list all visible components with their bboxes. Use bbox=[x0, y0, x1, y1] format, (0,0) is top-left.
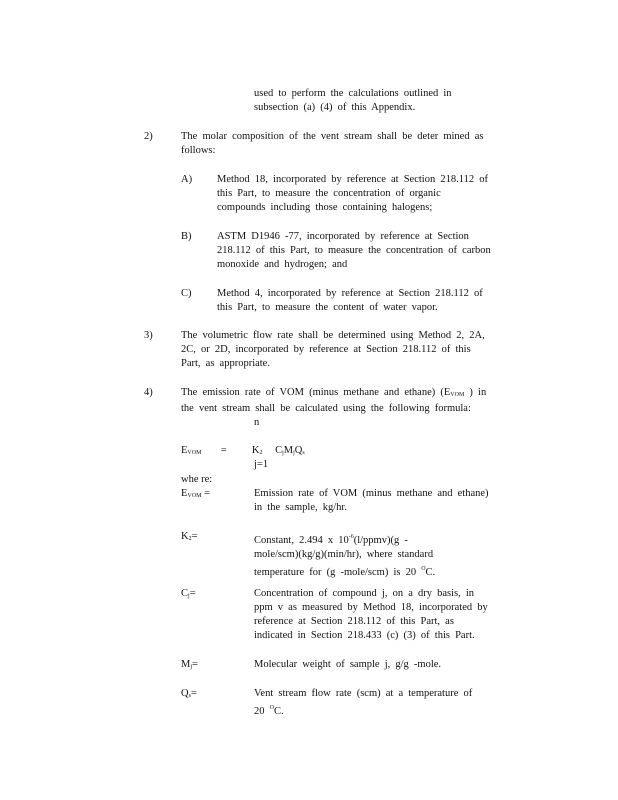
text-line: Concentration of compound j, on a dry basis, in bbox=[254, 588, 475, 599]
text-line: 2C, or 2D, incorporated by reference at Section 218.112 of this bbox=[181, 344, 471, 355]
text-line: The molar composition of the vent stream shall be deter mined as bbox=[181, 131, 484, 142]
item-number-2: 2) bbox=[144, 131, 153, 142]
text-line: Vent stream flow rate (scm) at a temperature of bbox=[254, 688, 473, 699]
definition-equals: = bbox=[190, 688, 197, 699]
definition-symbol-k2 bbox=[181, 530, 198, 546]
subscript: s bbox=[302, 450, 305, 456]
text-line: Molecular weight of sample j, g/g -mole. bbox=[254, 659, 442, 670]
definition-mj-text bbox=[254, 658, 441, 672]
text-fragment: (l/ppmv)(g - bbox=[353, 535, 408, 546]
definition-symbol-evom bbox=[181, 487, 210, 503]
text-fragment: Constant, 2.494 x 10 bbox=[254, 535, 349, 546]
text-fragment: The emission rate of VOM (minus methane and ethane) (E bbox=[181, 387, 451, 398]
subscript: 2 bbox=[188, 536, 192, 542]
subscript: j bbox=[293, 450, 295, 456]
text-line: compounds including those containing halogens; bbox=[217, 202, 433, 213]
text-line bbox=[254, 530, 435, 548]
item-number-4: 4) bbox=[144, 387, 153, 398]
text-line: Method 18, incorporated by reference at Section 218.112 of bbox=[217, 174, 488, 185]
formula-m: M bbox=[283, 445, 294, 456]
text-line: Part, as appropriate. bbox=[181, 358, 270, 369]
subitem-label-a: A) bbox=[181, 174, 193, 185]
text-line: reference at Section 218.112 of this Part, as bbox=[254, 616, 454, 627]
formula-lhs: E bbox=[181, 445, 188, 456]
text-line: ASTM D1946 -77, incorporated by reference at Section bbox=[217, 231, 469, 242]
item-4-text bbox=[181, 386, 486, 416]
symbol-letter: E bbox=[181, 488, 188, 499]
formula-c: C bbox=[275, 445, 283, 456]
definition-symbol-mj bbox=[181, 658, 198, 674]
symbol-letter: Q bbox=[181, 688, 189, 699]
text-line: subsection (a) (4) of this Appendix. bbox=[254, 102, 416, 113]
item-2-text bbox=[181, 130, 483, 158]
definition-symbol-cj bbox=[181, 587, 196, 603]
degree-mark: O bbox=[421, 566, 426, 572]
definition-evom-text bbox=[254, 487, 489, 515]
text-line: this Part, to measure the content of water vapor. bbox=[217, 302, 438, 313]
subitem-a-text bbox=[217, 173, 488, 215]
formula-equals: = bbox=[220, 445, 227, 456]
degree-mark: O bbox=[269, 705, 274, 711]
subitem-label-b: B) bbox=[181, 231, 192, 242]
subscript: VOM bbox=[450, 392, 465, 398]
text-fragment: C. bbox=[273, 706, 284, 717]
intro-paragraph bbox=[254, 87, 452, 115]
text-fragment: ) in bbox=[464, 387, 487, 398]
text-line: monoxide and hydrogen; and bbox=[217, 259, 348, 270]
definition-equals: = bbox=[204, 488, 210, 499]
subscript: j bbox=[282, 450, 284, 456]
symbol-letter: C bbox=[181, 588, 189, 599]
formula-k: K bbox=[251, 445, 260, 456]
subscript: 2 bbox=[259, 450, 263, 456]
text-line: mole/scm)(kg/g)(min/hr), where standard bbox=[254, 549, 434, 560]
definition-equals: = bbox=[191, 531, 198, 542]
definition-cj-text bbox=[254, 587, 488, 643]
subscript: j bbox=[190, 664, 193, 670]
text-line: The volumetric flow rate shall be determined using Method 2, 2A, bbox=[181, 330, 485, 341]
text-line: Emission rate of VOM (minus methane and ethane) bbox=[254, 488, 489, 499]
subscript: j bbox=[188, 593, 190, 599]
definition-k2-text bbox=[254, 530, 435, 580]
text-line: ppm v as measured by Method 18, incorporated by bbox=[254, 602, 488, 613]
text-fragment: temperature for (g -mole/scm) is 20 bbox=[254, 567, 417, 578]
definition-equals: = bbox=[192, 659, 198, 670]
definition-symbol-qs bbox=[181, 687, 197, 703]
text-line: Method 4, incorporated by reference at Section 218.112 of bbox=[217, 288, 483, 299]
text-line: the vent stream shall be calculated using the following formula: bbox=[181, 403, 471, 414]
text-line: follows: bbox=[181, 145, 216, 156]
text-line: 218.112 of this Part, to measure the concentration of carbon bbox=[217, 245, 491, 256]
text-line: used to perform the calculations outlined in bbox=[254, 88, 452, 99]
sum-lower-limit: j=1 bbox=[254, 459, 269, 470]
emission-formula bbox=[181, 444, 305, 460]
subscript: s bbox=[188, 693, 191, 699]
symbol-letter: M bbox=[181, 659, 191, 670]
sum-upper-limit: n bbox=[254, 417, 260, 428]
superscript: -6 bbox=[348, 534, 354, 540]
text-line: this Part, to measure the concentration of organic bbox=[217, 188, 441, 199]
text-line: in the sample, kg/hr. bbox=[254, 502, 347, 513]
item-number-3: 3) bbox=[144, 330, 153, 341]
subscript: VOM bbox=[187, 493, 202, 499]
subscript: VOM bbox=[187, 450, 202, 456]
item-3-text bbox=[181, 329, 485, 371]
text-line bbox=[181, 386, 486, 402]
where-label: whe re: bbox=[181, 474, 213, 485]
text-line bbox=[254, 701, 472, 719]
definition-qs-text bbox=[254, 687, 472, 719]
subitem-c-text bbox=[217, 287, 483, 315]
subitem-b-text bbox=[217, 230, 491, 272]
text-line bbox=[254, 562, 435, 580]
formula-q: Q bbox=[294, 445, 303, 456]
text-fragment: C. bbox=[425, 567, 436, 578]
symbol-letter: K bbox=[181, 531, 189, 542]
text-line: indicated in Section 218.433 (c) (3) of this Part. bbox=[254, 630, 475, 641]
subitem-label-c: C) bbox=[181, 288, 192, 299]
text-fragment: 20 bbox=[254, 706, 265, 717]
definition-equals: = bbox=[189, 588, 196, 599]
